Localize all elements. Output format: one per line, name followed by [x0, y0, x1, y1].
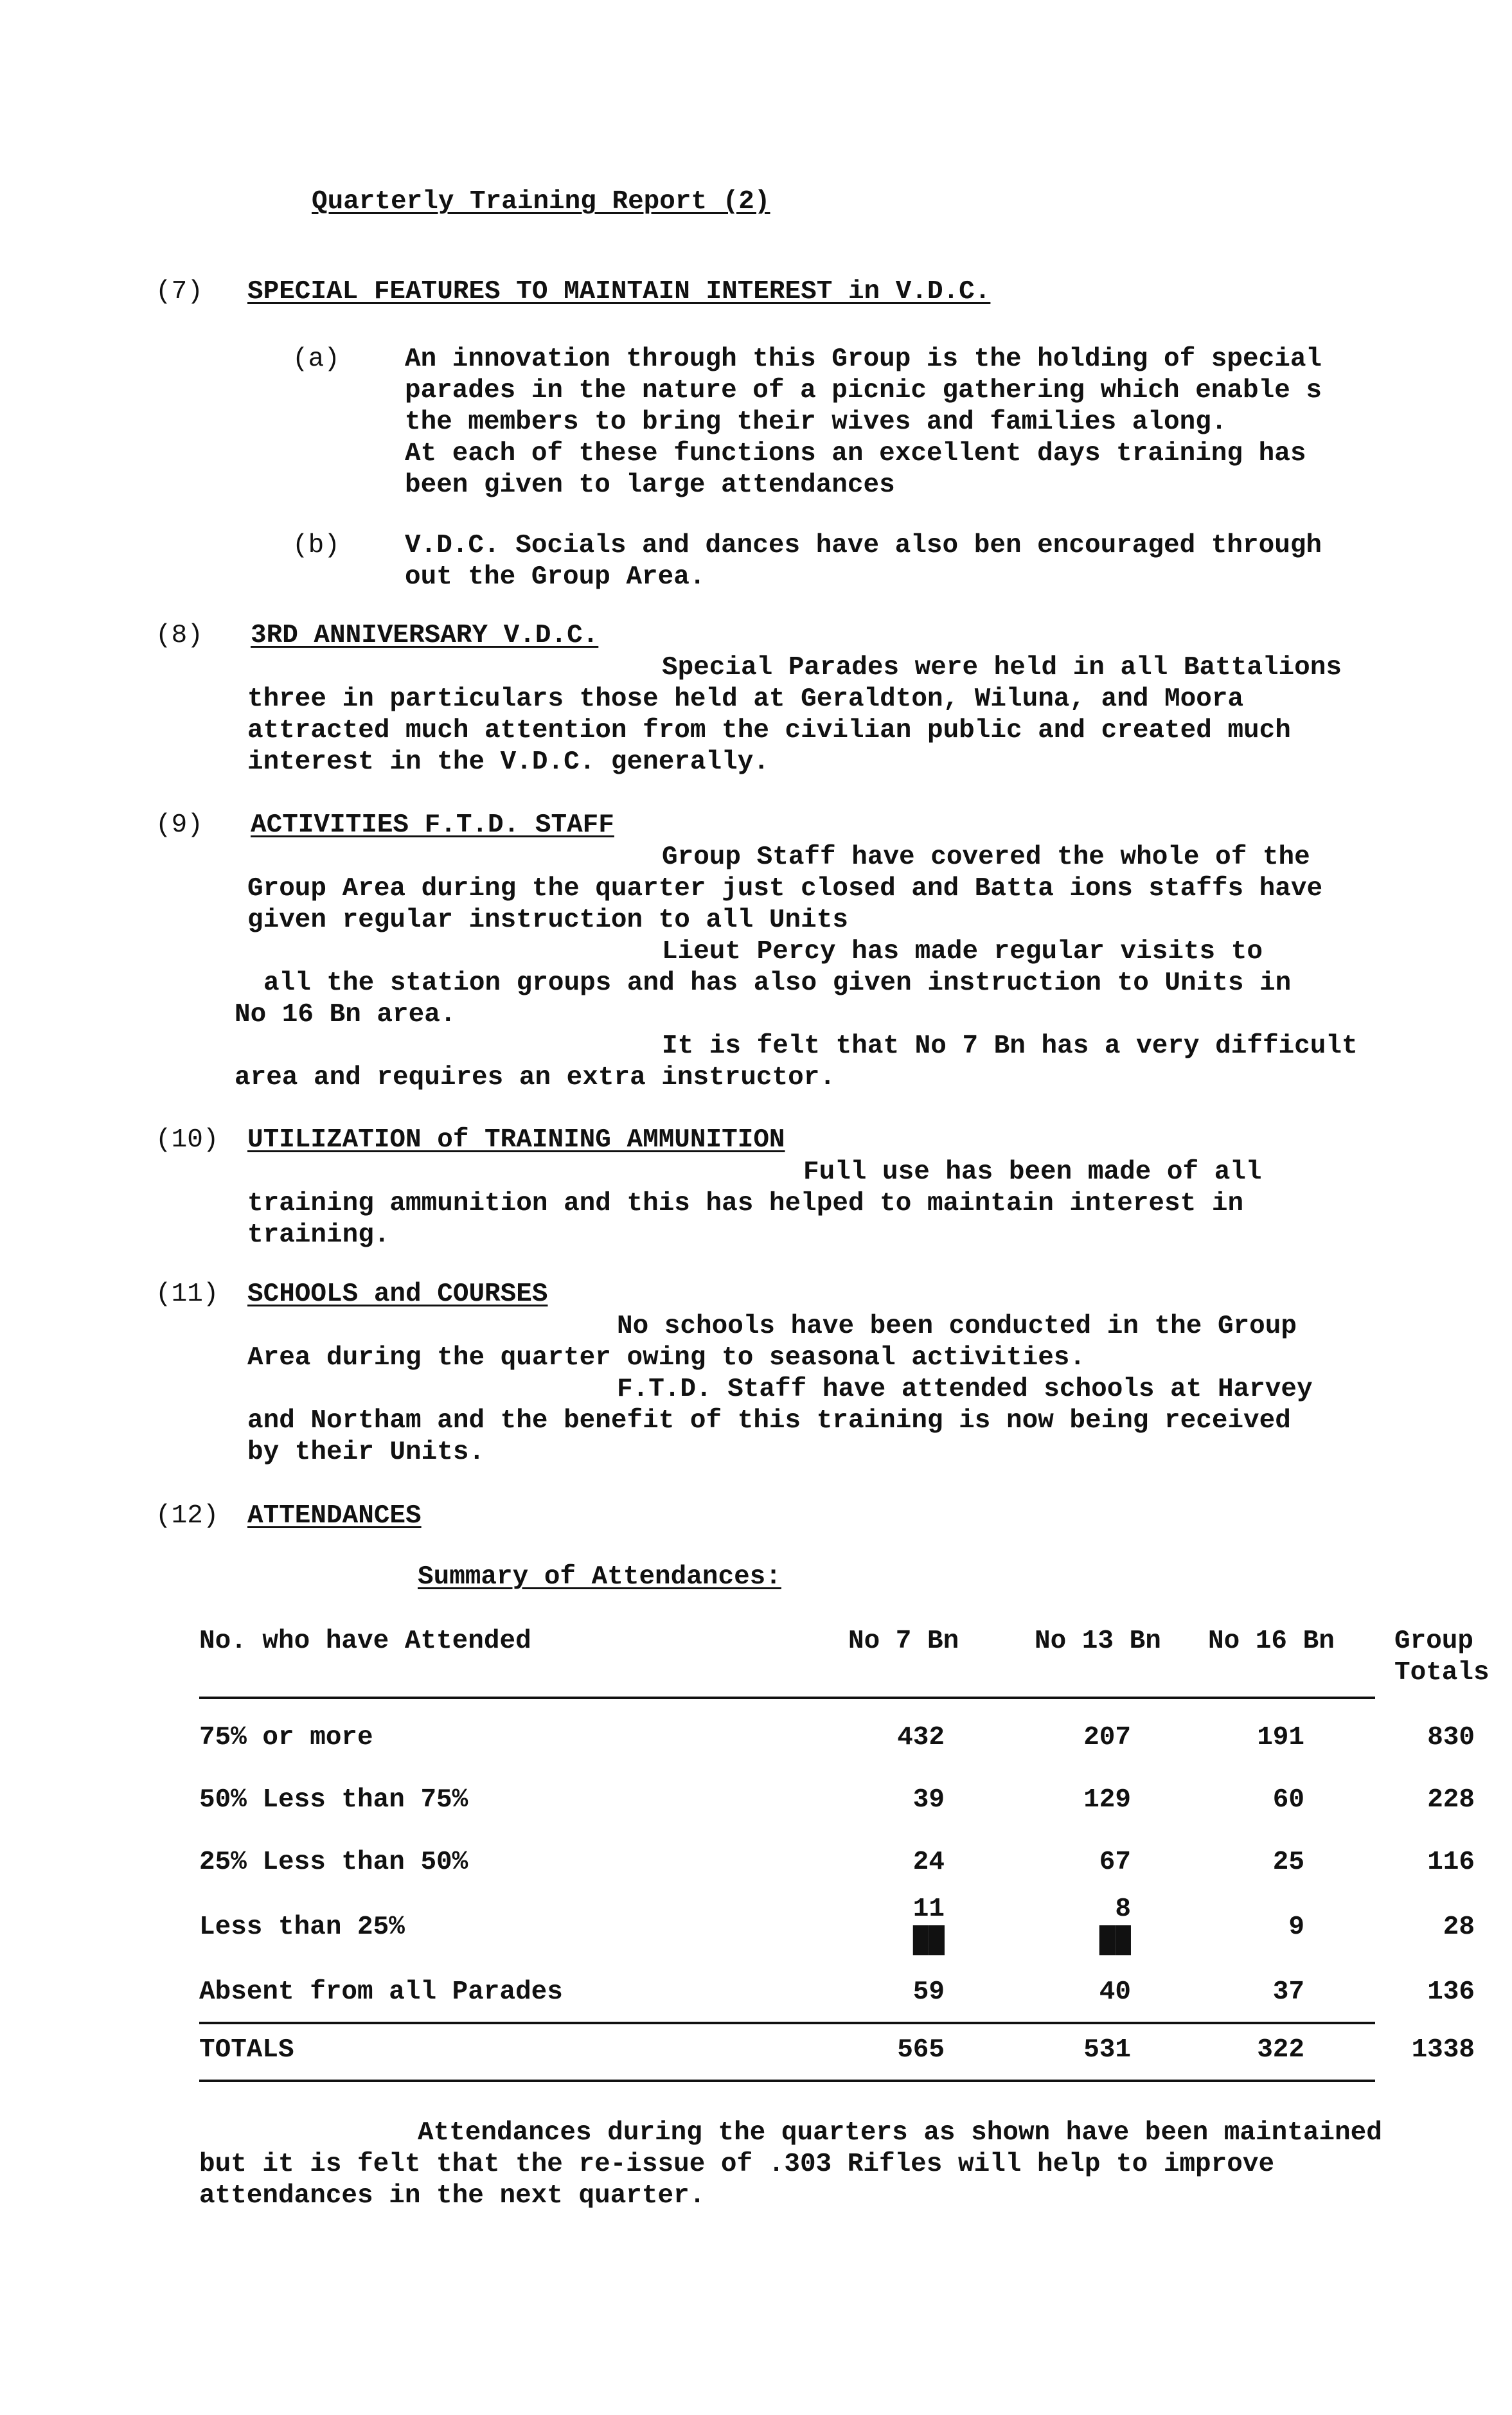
text-line: F.T.D. Staff have attended schools at Harvey — [617, 1375, 1313, 1404]
section-7a-label: (a) — [292, 344, 340, 374]
totals-label: TOTALS — [199, 2035, 294, 2065]
section-9-number: (9) — [156, 810, 203, 840]
text-line: Area during the quarter owing to seasonal activities. — [247, 1343, 1086, 1373]
section-7a-text — [405, 344, 1322, 501]
cell-16bn: 191 — [1257, 1723, 1304, 1752]
text-line: and Northam and the benefit of this training is now being received — [247, 1406, 1291, 1436]
cell-13bn: 67 — [1099, 1848, 1131, 1877]
cell-7bn: 59 — [912, 1977, 945, 2007]
cell-group-total: 136 — [1427, 1977, 1475, 2007]
text-line: attracted much attention from the civilian public and created much — [247, 716, 1291, 745]
table-header — [199, 1626, 1490, 1690]
section-11-number: (11) — [156, 1279, 219, 1309]
cell-7bn: 39 — [912, 1785, 945, 1815]
text-line: An innovation through this Group is the holding of special — [405, 344, 1322, 374]
text-line: been given to large attendances — [405, 470, 895, 500]
row-label: 75% or more — [199, 1723, 373, 1752]
text-line: No 16 Bn area. — [235, 1000, 456, 1029]
cell-16bn: 37 — [1272, 1977, 1304, 2007]
text-line: by their Units. — [247, 1438, 485, 1467]
section-11-text — [247, 1405, 1291, 1468]
total-group: 1338 — [1411, 2035, 1475, 2065]
cell-7bn: 432 — [897, 1723, 945, 1752]
overstruck-figure-mark: ██ — [912, 1926, 945, 1956]
header-13bn: No 13 Bn — [1035, 1626, 1161, 1656]
text-line: No schools have been conducted in the Group — [617, 1312, 1297, 1341]
text-line: V.D.C. Socials and dances have also ben encouraged through — [405, 531, 1322, 560]
cell-group-total: 228 — [1427, 1785, 1475, 1815]
cell-group-total: 116 — [1427, 1848, 1475, 1877]
text-line: Group Area during the quarter just closed and Batta ions staffs have — [247, 874, 1323, 904]
text-line: area and requires an extra instructor. — [235, 1063, 835, 1092]
cell-7bn: 24 — [912, 1848, 945, 1877]
section-7-heading: SPECIAL FEATURES TO MAINTAIN INTEREST in V.D.C. — [247, 277, 991, 307]
section-7b-text — [405, 530, 1322, 593]
row-label: Less than 25% — [199, 1912, 405, 1942]
cell-13bn: 40 — [1099, 1977, 1131, 2007]
cell-7bn-value: 11 — [912, 1894, 945, 1924]
cell-13bn: 129 — [1083, 1785, 1131, 1815]
cell-16bn: 9 — [1288, 1912, 1304, 1942]
cell-16bn: 25 — [1272, 1848, 1304, 1877]
text-line: Lieut Percy has made regular visits to — [662, 937, 1263, 967]
text-line: It is felt that No 7 Bn has a very difficult — [662, 1031, 1358, 1061]
cell-16bn: 60 — [1272, 1785, 1304, 1815]
summary-title: Summary of Attendances: — [418, 1562, 781, 1592]
section-9-text-a — [247, 873, 1322, 936]
section-8-text — [247, 684, 1291, 778]
total-13bn: 531 — [1083, 2035, 1131, 2065]
text-line: Full use has been made of all — [803, 1157, 1262, 1187]
text-line: three in particulars those held at Geraldton, Wiluna, and Moora — [247, 684, 1244, 714]
section-7-number: (7) — [156, 277, 203, 307]
header-group: Group — [1394, 1626, 1474, 1656]
text-line: attendances in the next quarter. — [199, 2181, 706, 2211]
section-12-heading: ATTENDANCES — [247, 1501, 422, 1531]
section-11-heading: SCHOOLS and COURSES — [247, 1279, 548, 1309]
table-rule-bottom — [199, 2080, 1375, 2082]
cell-7bn — [848, 1894, 945, 1957]
overstruck-figure-mark: ██ — [1099, 1926, 1131, 1956]
section-10-number: (10) — [156, 1125, 219, 1155]
text-line: training ammunition and this has helped to maintain interest in — [247, 1189, 1244, 1218]
text-line: all the station groups and has also given instruction to Units in — [263, 968, 1292, 998]
row-label: 50% Less than 75% — [199, 1785, 468, 1815]
cell-group-total: 830 — [1427, 1723, 1475, 1752]
closing-text — [199, 2149, 1274, 2212]
section-8-number: (8) — [156, 621, 203, 650]
cell-group-total: 28 — [1443, 1912, 1475, 1942]
text-line: out the Group Area. — [405, 562, 706, 592]
section-12-number: (12) — [156, 1501, 219, 1531]
table-rule-totals-top — [199, 2022, 1375, 2024]
table-rule-top — [199, 1697, 1375, 1699]
text-line: interest in the V.D.C. generally. — [247, 747, 769, 777]
header-16bn: No 16 Bn — [1208, 1626, 1335, 1656]
header-totals: Totals — [1394, 1658, 1490, 1688]
text-line: Special Parades were held in all Battalions — [662, 653, 1342, 682]
text-line: Group Staff have covered the whole of the — [662, 842, 1310, 872]
row-label: 25% Less than 50% — [199, 1848, 468, 1877]
header-7bn: No 7 Bn — [848, 1626, 959, 1656]
section-8-heading: 3RD ANNIVERSARY V.D.C. — [251, 621, 599, 650]
cell-13bn — [1035, 1894, 1131, 1957]
text-line: At each of these functions an excellent days training has — [405, 439, 1306, 468]
section-10-text — [247, 1188, 1243, 1251]
text-line: but it is felt that the re-issue of .303 Rifles will help to improve — [199, 2150, 1275, 2179]
header-label: No. who have Attended — [199, 1626, 531, 1656]
text-line: parades in the nature of a picnic gathering which enable s — [405, 376, 1322, 405]
row-label: Absent from all Parades — [199, 1977, 563, 2007]
text-line: training. — [247, 1220, 390, 1250]
text-line: the members to bring their wives and families along. — [405, 407, 1227, 437]
text-line: Attendances during the quarters as shown have been maintained — [418, 2118, 1382, 2148]
text-line: given regular instruction to all Units — [247, 905, 848, 935]
section-9-heading: ACTIVITIES F.T.D. STAFF — [251, 810, 614, 840]
total-16bn: 322 — [1257, 2035, 1304, 2065]
total-7bn: 565 — [897, 2035, 945, 2065]
section-7b-label: (b) — [292, 531, 340, 560]
page-title: Quarterly Training Report (2) — [312, 187, 770, 217]
cell-13bn-value: 8 — [1115, 1894, 1131, 1924]
section-10-heading: UTILIZATION of TRAINING AMMUNITION — [247, 1125, 785, 1155]
cell-13bn: 207 — [1083, 1723, 1131, 1752]
